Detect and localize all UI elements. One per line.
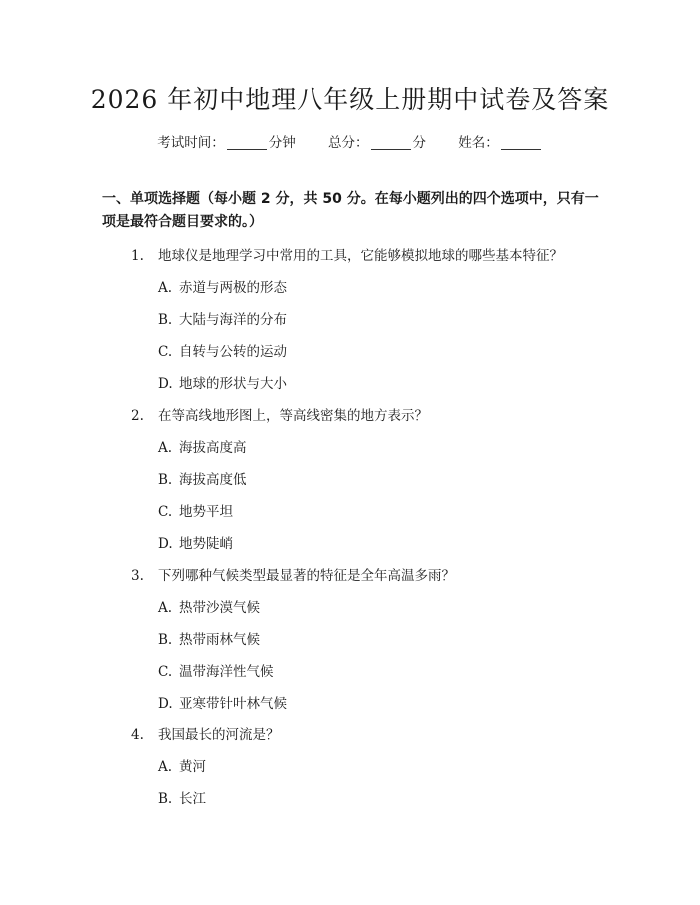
name-label: 姓名： (458, 135, 499, 151)
question-number: 2. (131, 408, 144, 424)
option-text: 赤道与两极的形态 (179, 280, 287, 296)
time-unit: 分钟 (268, 135, 296, 151)
option-text: 地球的形状与大小 (179, 376, 287, 392)
option-letter: B. (158, 632, 173, 648)
question-number: 4. (131, 727, 144, 743)
question-3-option-d (158, 692, 287, 712)
option-letter: A. (158, 440, 173, 456)
option-text: 长江 (179, 791, 206, 807)
exam-time (157, 131, 296, 151)
option-letter: C. (158, 344, 173, 360)
page-title: 2026 年初中地理八年级上册期中试卷及答案 (90, 85, 610, 114)
question-2-option-a (158, 436, 247, 456)
time-blank (227, 135, 267, 150)
option-letter: D. (158, 376, 173, 392)
time-label: 考试时间： (157, 135, 225, 151)
score-blank (371, 135, 411, 150)
option-letter: C. (158, 504, 173, 520)
option-text: 黄河 (179, 759, 206, 775)
question-number: 3. (131, 568, 144, 584)
option-text: 地势平坦 (179, 504, 233, 520)
question-text: 在等高线地形图上，等高线密集的地方表示？ (158, 408, 428, 424)
option-letter: B. (158, 312, 173, 328)
question-2 (131, 404, 428, 424)
question-4-option-b (158, 787, 206, 807)
exam-meta (0, 131, 700, 151)
question-3-option-a (158, 596, 260, 616)
option-text: 海拔高度低 (179, 472, 247, 488)
option-text: 自转与公转的运动 (179, 344, 287, 360)
question-4 (131, 723, 280, 743)
option-letter: A. (158, 759, 173, 775)
score-label: 总分： (328, 135, 369, 151)
score-unit: 分 (412, 135, 426, 151)
question-1-option-c (158, 340, 287, 360)
option-letter: A. (158, 600, 173, 616)
question-3-option-c (158, 660, 274, 680)
option-letter: D. (158, 696, 173, 712)
option-text: 热带雨林气候 (179, 632, 260, 648)
option-letter: B. (158, 472, 173, 488)
option-text: 热带沙漠气候 (179, 600, 260, 616)
question-3-option-b (158, 628, 260, 648)
question-3 (131, 564, 455, 584)
question-1-option-d (158, 372, 287, 392)
option-letter: A. (158, 280, 173, 296)
student-name (458, 131, 543, 151)
question-2-option-c (158, 500, 233, 520)
option-text: 海拔高度高 (179, 440, 247, 456)
option-letter: C. (158, 664, 173, 680)
question-4-option-a (158, 755, 206, 775)
question-text: 下列哪种气候类型最显著的特征是全年高温多雨？ (158, 568, 455, 584)
question-text: 我国最长的河流是？ (158, 727, 280, 743)
option-text: 亚寒带针叶林气候 (179, 696, 287, 712)
question-text: 地球仪是地理学习中常用的工具，它能够模拟地球的哪些基本特征？ (158, 248, 563, 264)
question-1-option-a (158, 276, 287, 296)
option-text: 温带海洋性气候 (179, 664, 274, 680)
question-1 (131, 244, 563, 264)
option-letter: B. (158, 791, 173, 807)
question-number: 1. (131, 248, 144, 264)
question-1-option-b (158, 308, 287, 328)
section-heading: 一、单项选择题（每小题 2 分，共 50 分。在每小题列出的四个选项中，只有一项是最符合题目要求的。） (102, 191, 599, 230)
name-blank (501, 135, 541, 150)
option-text: 大陆与海洋的分布 (179, 312, 287, 328)
question-2-option-b (158, 468, 247, 488)
question-2-option-d (158, 532, 233, 552)
option-text: 地势陡峭 (179, 536, 233, 552)
total-score (328, 131, 426, 151)
option-letter: D. (158, 536, 173, 552)
